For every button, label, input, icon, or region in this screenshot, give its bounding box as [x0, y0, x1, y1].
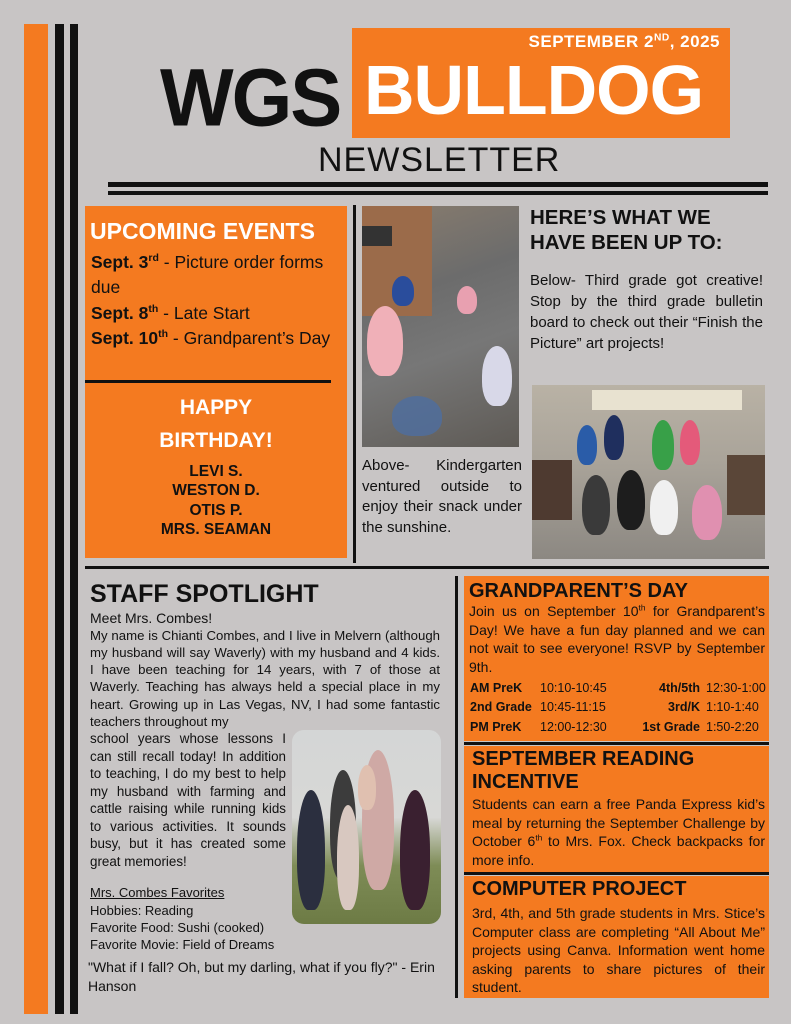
birthday-name: MRS. SEAMAN [160, 521, 272, 539]
schedule-row: AM PreK 10:10-10:45 4th/5th 12:30-1:00 [470, 681, 766, 695]
title-box [352, 28, 730, 138]
birthday-name: WESTON D. [172, 482, 260, 500]
kindergarten-caption: Above- Kindergarten ventured outside to enjoy their snack under the sunshine. [362, 457, 522, 536]
grandparents-schedule [470, 679, 766, 737]
birthday-heading: HAPPY BIRTHDAY! [159, 396, 273, 452]
computer-heading: COMPUTER PROJECT [472, 878, 687, 900]
column-divider-top [353, 205, 356, 563]
schedule-row: PM PreK 12:00-12:30 1st Grade 1:50-2:20 [470, 719, 759, 734]
title-bulldog: BULLDOG [364, 51, 704, 129]
kindergarten-photo [362, 206, 519, 447]
birthday-name: OTIS P. [189, 501, 243, 519]
header-rule-1 [108, 182, 768, 187]
events-divider [85, 380, 331, 383]
subtitle-newsletter: NEWSLETTER [318, 141, 561, 179]
schedule-row: 2nd Grade 10:45-11:15 3rd/K 1:10-1:40 [470, 700, 759, 715]
right-rule-1 [464, 742, 769, 745]
staff-paragraph-top: My name is Chianti Combes, and I live in Melvern (although my husband will say Waverly) with my husband and 4 kids. I have been teaching for 14 years, with 7 of those at Waverly. Teaching has always held a special place in my heart. Growing up in Las Vegas, NV, I had some fantastic teachers throughout my [90, 628, 440, 729]
favorite-item: Favorite Food: Sushi (cooked) [90, 920, 265, 936]
column-divider-bottom [455, 576, 458, 998]
family-photo [292, 730, 441, 924]
reading-heading: SEPTEMBER READING INCENTIVE [472, 748, 695, 793]
favorite-item: Favorite Movie: Field of Dreams [90, 937, 275, 953]
staff-spotlight-heading: STAFF SPOTLIGHT [90, 580, 319, 608]
third-grade-photo [532, 385, 765, 559]
favorites-list [90, 902, 274, 953]
up-to-heading: HERE’S WHAT WE HAVE BEEN UP TO: [530, 206, 723, 254]
favorite-item: Hobbies: Reading [90, 903, 194, 918]
favorites-heading: Mrs. Combes Favorites [90, 885, 225, 900]
event-item: Sept. 3rd - Picture order forms due [91, 252, 324, 298]
upcoming-events-box [85, 206, 347, 558]
birthday-name: LEVI S. [189, 463, 243, 480]
staff-paragraph-side: school years whose lessons I can still recall today! In addition to teaching, I do my best to help my husband with farming and cattle raising while running kids to various activities. It sounds busy, but it has created some great memories! [90, 731, 286, 869]
header-rule-2 [108, 191, 768, 195]
reading-text: Students can earn a free Panda Express kid’s meal by returning the September Challenge by October 6th to Mrs. Fox. Check backpacks for more info. [472, 796, 765, 868]
grandparents-day-box [464, 576, 769, 741]
event-item: Sept. 10th - Grandparent’s Day [91, 328, 331, 349]
staff-quote: "What if I fall? Oh, but my darling, what if you fly?" - Erin Hanson [88, 959, 435, 994]
issue-date: SEPTEMBER 2ND, 2025 [528, 32, 720, 51]
left-black-bar-2 [70, 24, 78, 1014]
reading-incentive-box [464, 746, 769, 872]
computer-text: 3rd, 4th, and 5th grade students in Mrs. Stice’s Computer class are completing “All About Me” projects using Canva. Information went home asking parents to share pictures of their student. [472, 905, 765, 996]
left-orange-bar [24, 24, 48, 1014]
birthday-names [85, 462, 347, 540]
events-list [91, 250, 341, 352]
right-rule-2 [464, 872, 769, 875]
staff-intro: Meet Mrs. Combes! [90, 610, 213, 626]
title-wgs: WGS [160, 50, 341, 144]
middle-rule-1 [85, 566, 769, 569]
computer-project-box [464, 876, 769, 998]
event-item: Sept. 8th - Late Start [91, 302, 250, 323]
grandparents-text: Join us on September 10th for Grandparent’s Day! We have a fun day planned and we can not wait to see everyone! RSVP by September 9th. [469, 602, 765, 675]
upcoming-events-heading: UPCOMING EVENTS [90, 218, 315, 244]
left-black-bar-1 [55, 24, 64, 1014]
grandparents-heading: GRANDPARENT’S DAY [469, 580, 688, 602]
up-to-text: Below- Third grade got creative! Stop by the third grade bulletin board to check out their “Finish the Picture” art projects! [530, 272, 763, 352]
